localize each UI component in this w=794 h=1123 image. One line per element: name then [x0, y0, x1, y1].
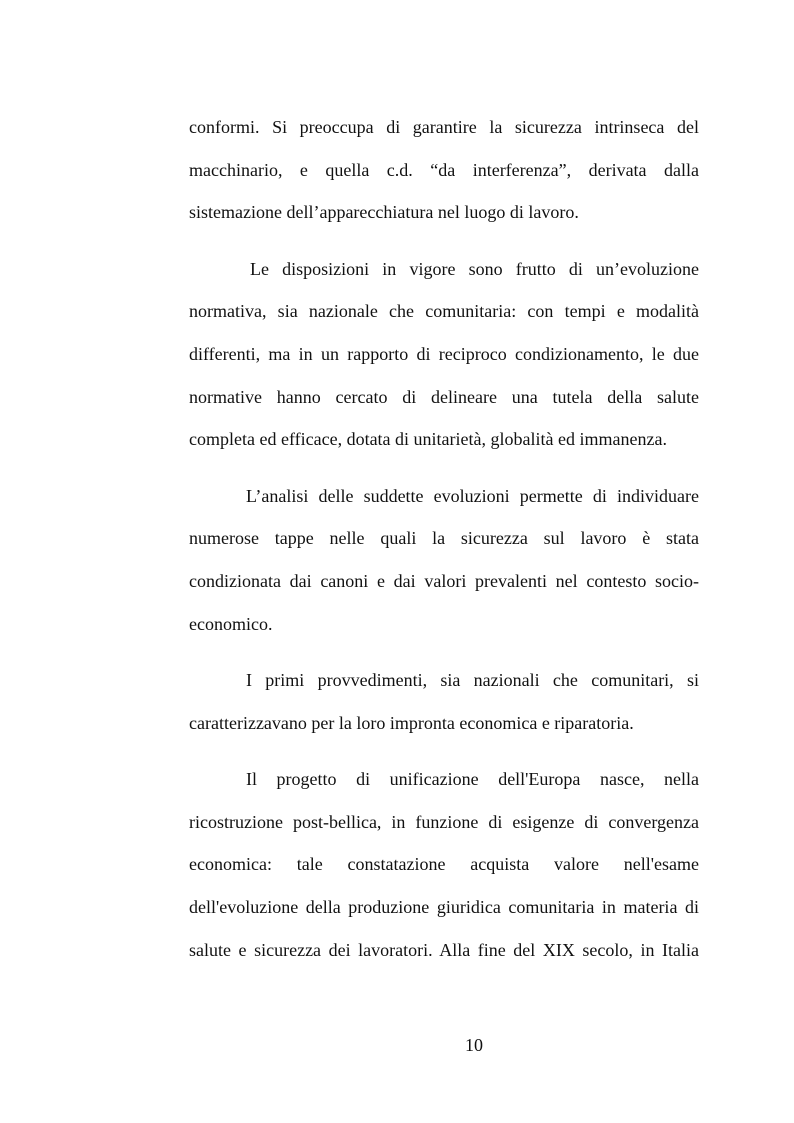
text-line: conformi. Si preoccupa di garantire la sicurezza intrinseca del	[189, 117, 699, 137]
text-line: normativa, sia nazionale che comunitaria: con tempi e modalità	[189, 301, 699, 322]
text-line: L’analisi delle suddette evoluzioni permette di individuare	[246, 485, 699, 506]
text-line: normative hanno cercato di delineare una tutela della salute	[189, 386, 699, 407]
text-line: Il progetto di unificazione dell'Europa nasce, nella	[246, 769, 699, 789]
text-line: differenti, ma in un rapporto di reciproco condizionamento, le due	[189, 344, 699, 365]
paragraph-1	[189, 106, 699, 234]
text-line: economica: tale constatazione acquista valore nell'esame	[189, 854, 699, 875]
text-line: condizionata dai canoni e dai valori prevalenti nel contesto socio-	[189, 571, 699, 592]
text-line: dell'evoluzione della produzione giuridica comunitaria in materia di	[189, 897, 699, 918]
body-text	[189, 106, 699, 971]
paragraph-4	[189, 659, 699, 744]
text-line: I primi provvedimenti, sia nazionali che comunitari, si	[246, 670, 699, 691]
text-line: numerose tappe nelle quali la sicurezza sul lavoro è stata	[189, 528, 699, 549]
text-line: macchinario, e quella c.d. “da interferenza”, derivata dalla	[189, 159, 699, 180]
text-line: ricostruzione post-bellica, in funzione di esigenze di convergenza	[189, 811, 699, 832]
paragraph-2	[189, 248, 699, 461]
text-line: salute e sicurezza dei lavoratori. Alla fine del XIX secolo, in Italia	[189, 939, 699, 960]
page-number: 10	[465, 1035, 483, 1055]
text-line: sistemazione dell’apparecchiatura nel luogo di lavoro.	[189, 202, 579, 223]
paragraph-3	[189, 475, 699, 646]
text-line: economico.	[189, 613, 273, 634]
paragraph-5	[189, 758, 699, 971]
text-line: caratterizzavano per la loro impronta economica e riparatoria.	[189, 712, 634, 733]
text-line: completa ed efficace, dotata di unitarietà, globalità ed immanenza.	[189, 429, 667, 450]
text-line: Le disposizioni in vigore sono frutto di un’evoluzione	[250, 258, 699, 279]
